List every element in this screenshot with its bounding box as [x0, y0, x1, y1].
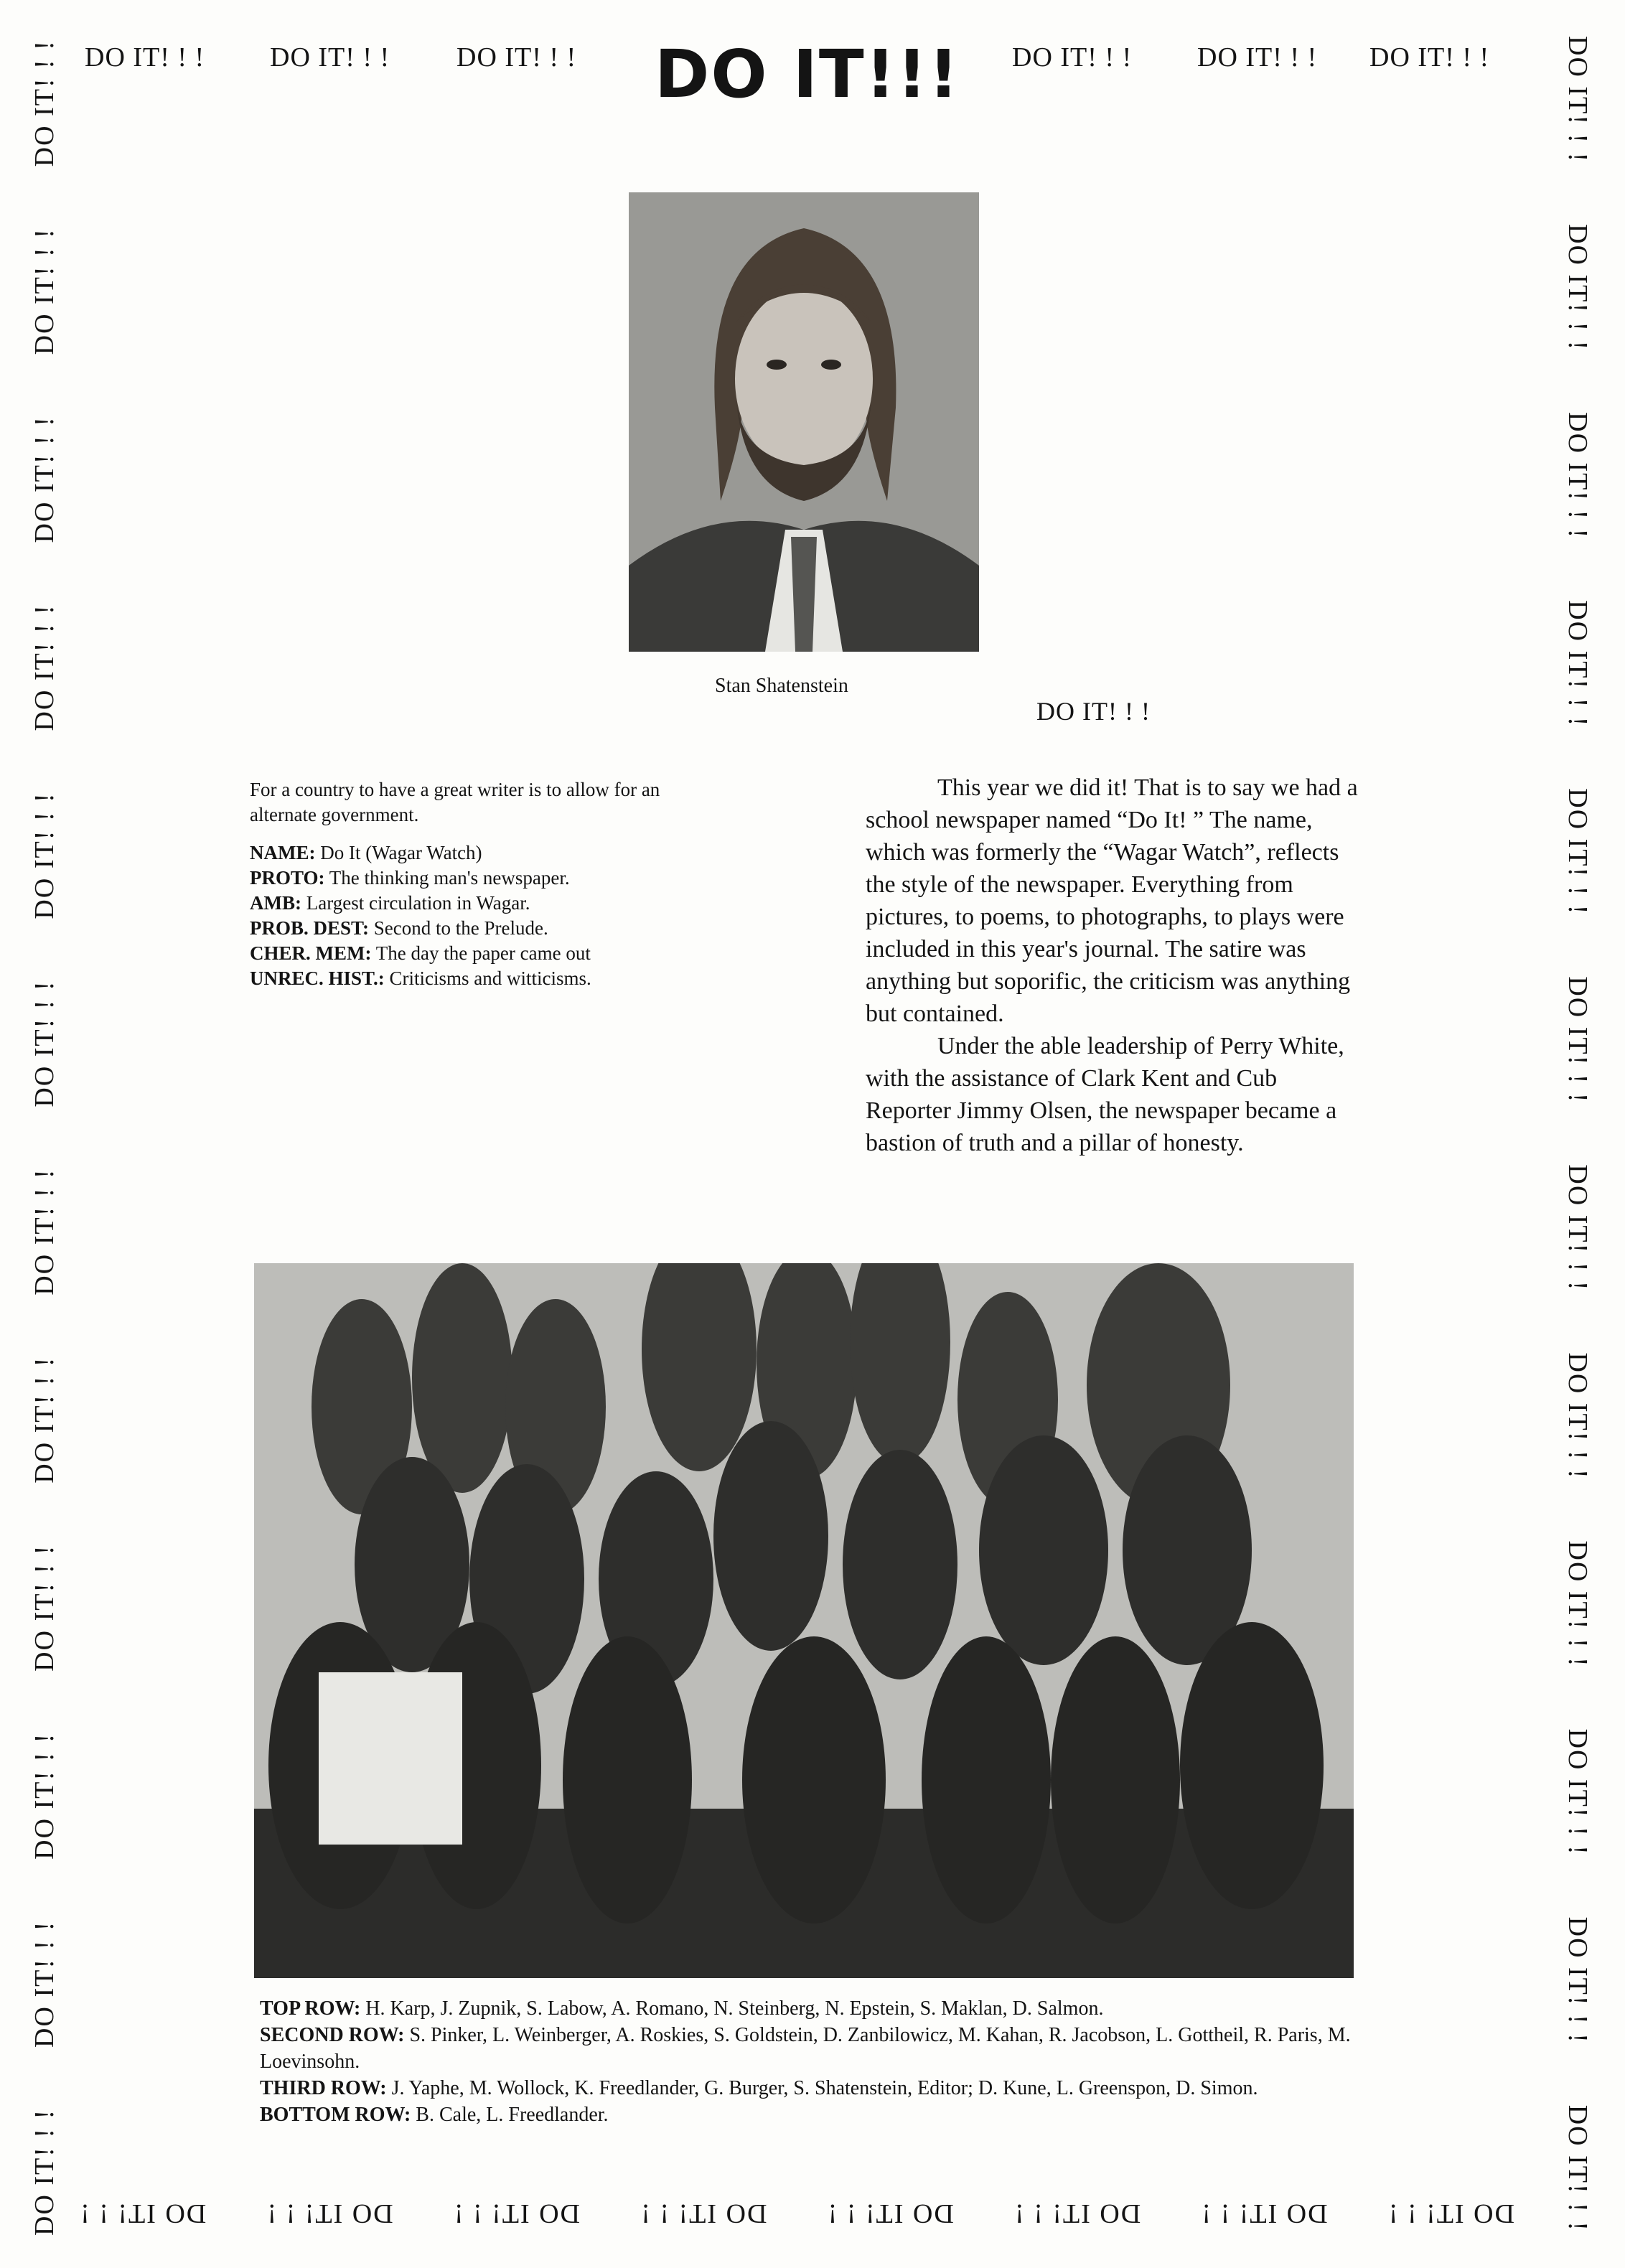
article-body: [866, 772, 1361, 1159]
row-label: TOP ROW:: [260, 1997, 361, 2020]
info-line: [250, 916, 709, 941]
article-title: DO IT! ! !: [1036, 697, 1151, 726]
header-text-1: DO IT! ! !: [85, 42, 205, 72]
caption-row: [260, 1995, 1365, 2022]
bottom-border-text: DO IT! ! !: [1013, 2198, 1141, 2229]
left-border-text: DO IT! ! !: [29, 416, 60, 543]
right-border-text: DO IT! ! !: [1563, 1916, 1593, 2044]
left-border-text: DO IT! ! !: [29, 1920, 60, 2048]
row-names: B. Cale, L. Freedlander.: [411, 2104, 609, 2126]
header-text-2: DO IT! ! !: [270, 42, 390, 72]
info-line: [250, 866, 709, 891]
group-photo: [254, 1263, 1354, 1978]
header-text-3: DO IT! ! !: [456, 42, 577, 72]
article-paragraph: This year we did it! That is to say we had a school newspaper named “Do It! ” The name, which was formerly the “Wagar Watch”, reflects the style of the newspaper. Everything from pictures, to poems, to photographs, to plays were included in this year's journal. The satire was anything but soporific, the criticism was anything but contained.: [866, 774, 1358, 1027]
bottom-border-text: DO IT! ! !: [826, 2198, 954, 2229]
info-label: NAME:: [250, 842, 316, 863]
right-border-text: DO IT! ! !: [1563, 976, 1593, 1104]
row-label: THIRD ROW:: [260, 2077, 387, 2099]
info-line: [250, 891, 709, 916]
info-block: [250, 777, 709, 991]
left-border-text: DO IT! ! !: [29, 792, 60, 919]
right-border-text: DO IT! ! !: [1563, 1728, 1593, 1856]
left-border-text: DO IT! ! !: [29, 2108, 60, 2236]
bottom-border-text: DO IT! ! !: [640, 2198, 767, 2229]
right-border-text: DO IT! ! !: [1563, 224, 1593, 352]
info-value: Do It (Wagar Watch): [315, 842, 482, 863]
caption-row: [260, 2022, 1365, 2075]
right-border-text: DO IT! ! !: [1563, 600, 1593, 728]
portrait-caption: Stan Shatenstein: [715, 675, 848, 697]
info-value: The day the paper came out: [371, 942, 591, 964]
header-text-5: DO IT! ! !: [1197, 42, 1318, 72]
caption-row: [260, 2101, 1365, 2128]
left-border-text: DO IT! ! !: [29, 39, 60, 167]
right-border-text: DO IT! ! !: [1563, 2104, 1593, 2232]
bottom-border-text: DO IT! ! !: [79, 2198, 207, 2229]
row-names: S. Pinker, L. Weinberger, A. Roskies, S. Goldstein, D. Zanbilowicz, M. Kahan, R. Jacobson, L. Gottheil, R. Paris, M. Loevinsohn.: [260, 2024, 1351, 2073]
info-label: AMB:: [250, 892, 301, 914]
left-border-text: DO IT! ! !: [29, 1544, 60, 1672]
right-border-text: DO IT! ! !: [1563, 412, 1593, 540]
right-border-text: DO IT! ! !: [1563, 36, 1593, 164]
info-line: [250, 966, 709, 991]
left-border-text: DO IT! ! !: [29, 604, 60, 731]
portrait-photo: [629, 192, 979, 652]
info-line: [250, 840, 709, 866]
left-border-text: DO IT! ! !: [29, 1732, 60, 1860]
group-photo-image: [254, 1263, 1354, 1978]
header-text-6: DO IT! ! !: [1369, 42, 1490, 72]
info-label: PROTO:: [250, 867, 325, 889]
portrait-image: [629, 192, 979, 652]
intro-text: For a country to have a great writer is to allow for an alternate government.: [250, 779, 660, 825]
info-value: Largest circulation in Wagar.: [301, 892, 530, 914]
bottom-border-text: DO IT! ! !: [266, 2198, 393, 2229]
row-names: H. Karp, J. Zupnik, S. Labow, A. Romano, N. Steinberg, N. Epstein, S. Maklan, D. Salmon.: [360, 1997, 1104, 2020]
caption-row: [260, 2075, 1365, 2101]
bottom-border: [79, 2198, 1514, 2229]
info-line: [250, 941, 709, 966]
right-border-text: DO IT! ! !: [1563, 1164, 1593, 1292]
row-label: SECOND ROW:: [260, 2024, 405, 2046]
bottom-border-text: DO IT! ! !: [1200, 2198, 1328, 2229]
info-label: PROB. DEST:: [250, 917, 370, 939]
bottom-border-text: DO IT! ! !: [1387, 2198, 1514, 2229]
right-border-text: DO IT! ! !: [1563, 1352, 1593, 1480]
row-names: J. Yaphe, M. Wollock, K. Freedlander, G. Burger, S. Shatenstein, Editor; D. Kune, L. Greenspon, D. Simon.: [386, 2077, 1258, 2099]
info-label: UNREC. HIST.:: [250, 967, 385, 989]
group-caption: [260, 1995, 1365, 2128]
info-label: CHER. MEM:: [250, 942, 372, 964]
bottom-border-text: DO IT! ! !: [452, 2198, 581, 2229]
article-paragraph: Under the able leadership of Perry White, with the assistance of Clark Kent and Cub Reporter Jimmy Olsen, the newspaper became a bastion of truth and a pillar of honesty.: [866, 1033, 1344, 1156]
right-border-text: DO IT! ! !: [1563, 788, 1593, 916]
left-border-text: DO IT! ! !: [29, 1356, 60, 1484]
right-border-text: DO IT! ! !: [1563, 1540, 1593, 1668]
left-border-text: DO IT! ! !: [29, 980, 60, 1107]
page-headline: DO IT!!!: [655, 36, 960, 113]
info-value: Second to the Prelude.: [369, 917, 548, 939]
info-value: The thinking man's newspaper.: [324, 867, 570, 889]
left-border-text: DO IT! ! !: [29, 228, 60, 355]
header-text-4: DO IT! ! !: [1012, 42, 1133, 72]
right-border: [1562, 36, 1593, 2232]
left-border: [29, 39, 60, 2236]
info-value: Criticisms and witticisms.: [384, 967, 591, 989]
left-border-text: DO IT! ! !: [29, 1168, 60, 1295]
row-label: BOTTOM ROW:: [260, 2104, 411, 2126]
